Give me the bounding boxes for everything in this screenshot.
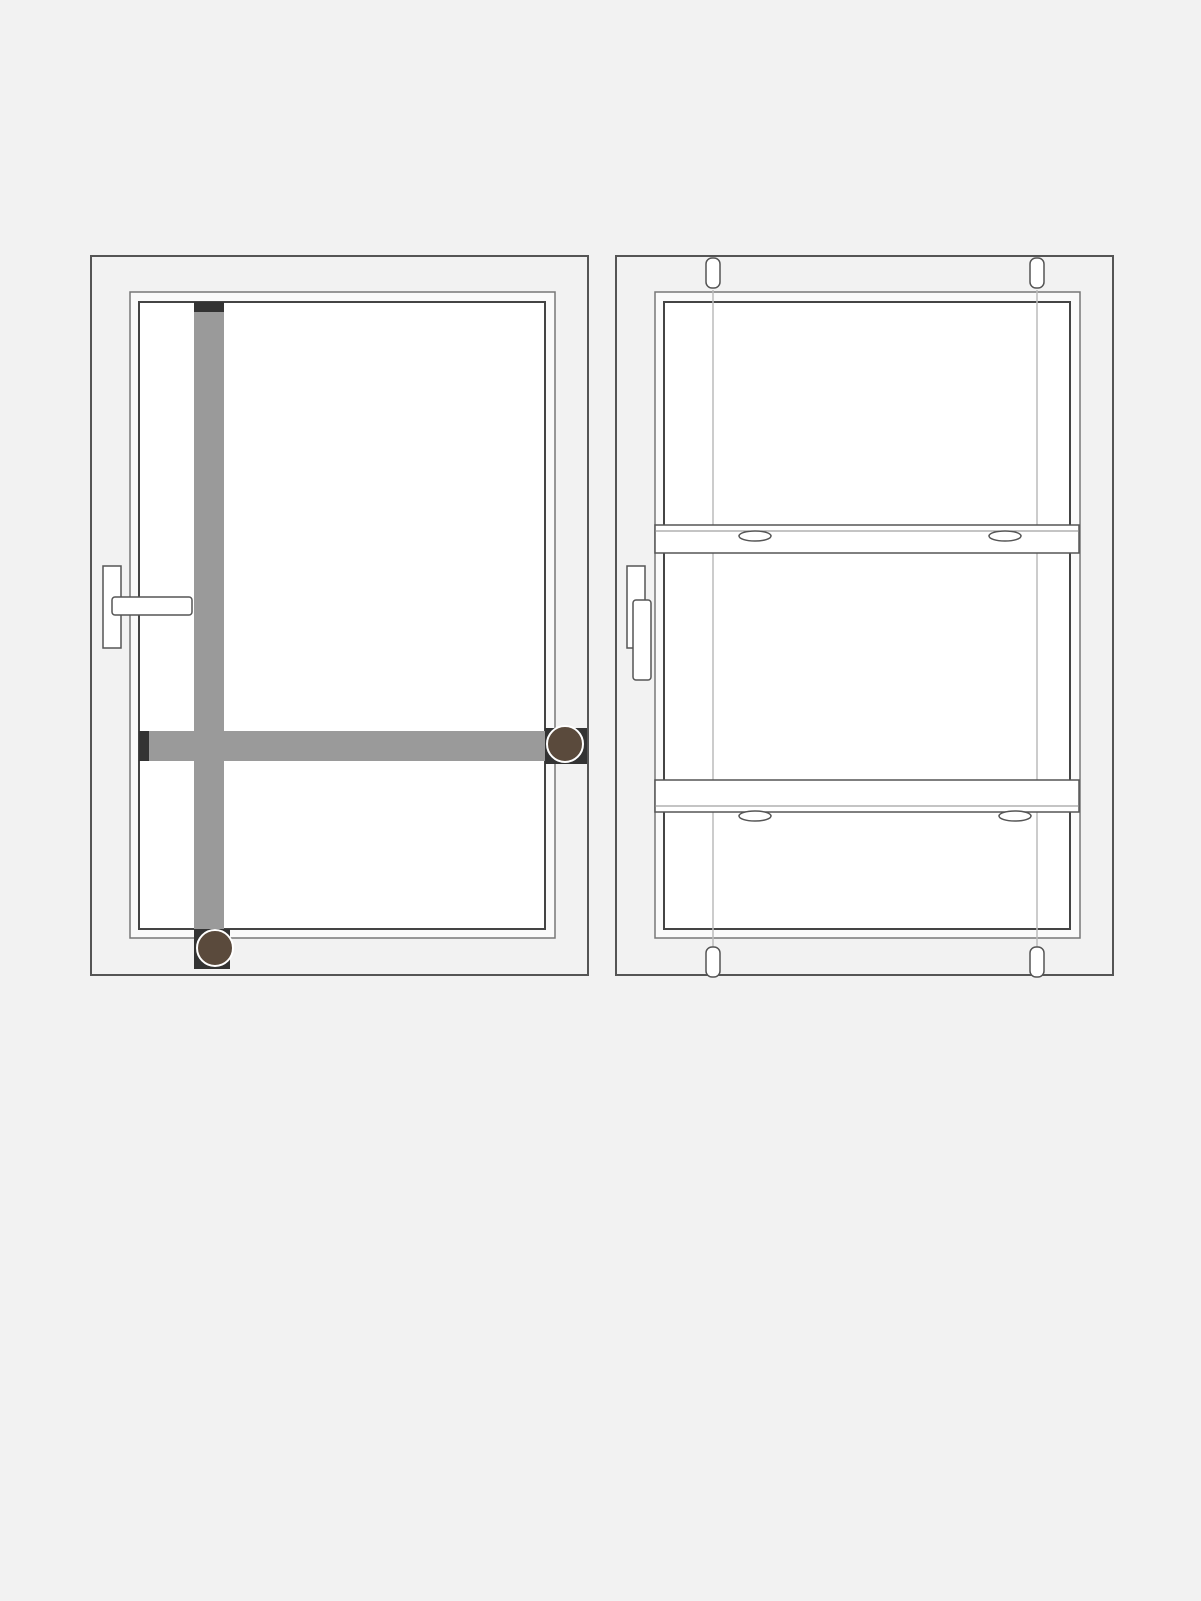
left-window: [91, 256, 588, 975]
tape-case-right: [547, 726, 583, 762]
right-window-glass: [664, 302, 1070, 929]
horizontal-measuring-tape: [139, 726, 587, 764]
vertical-measuring-tape: [194, 302, 224, 967]
pleated-blind-top-rail: [655, 525, 1079, 553]
tape-case-bottom: [194, 929, 233, 969]
right-window: [616, 256, 1113, 977]
